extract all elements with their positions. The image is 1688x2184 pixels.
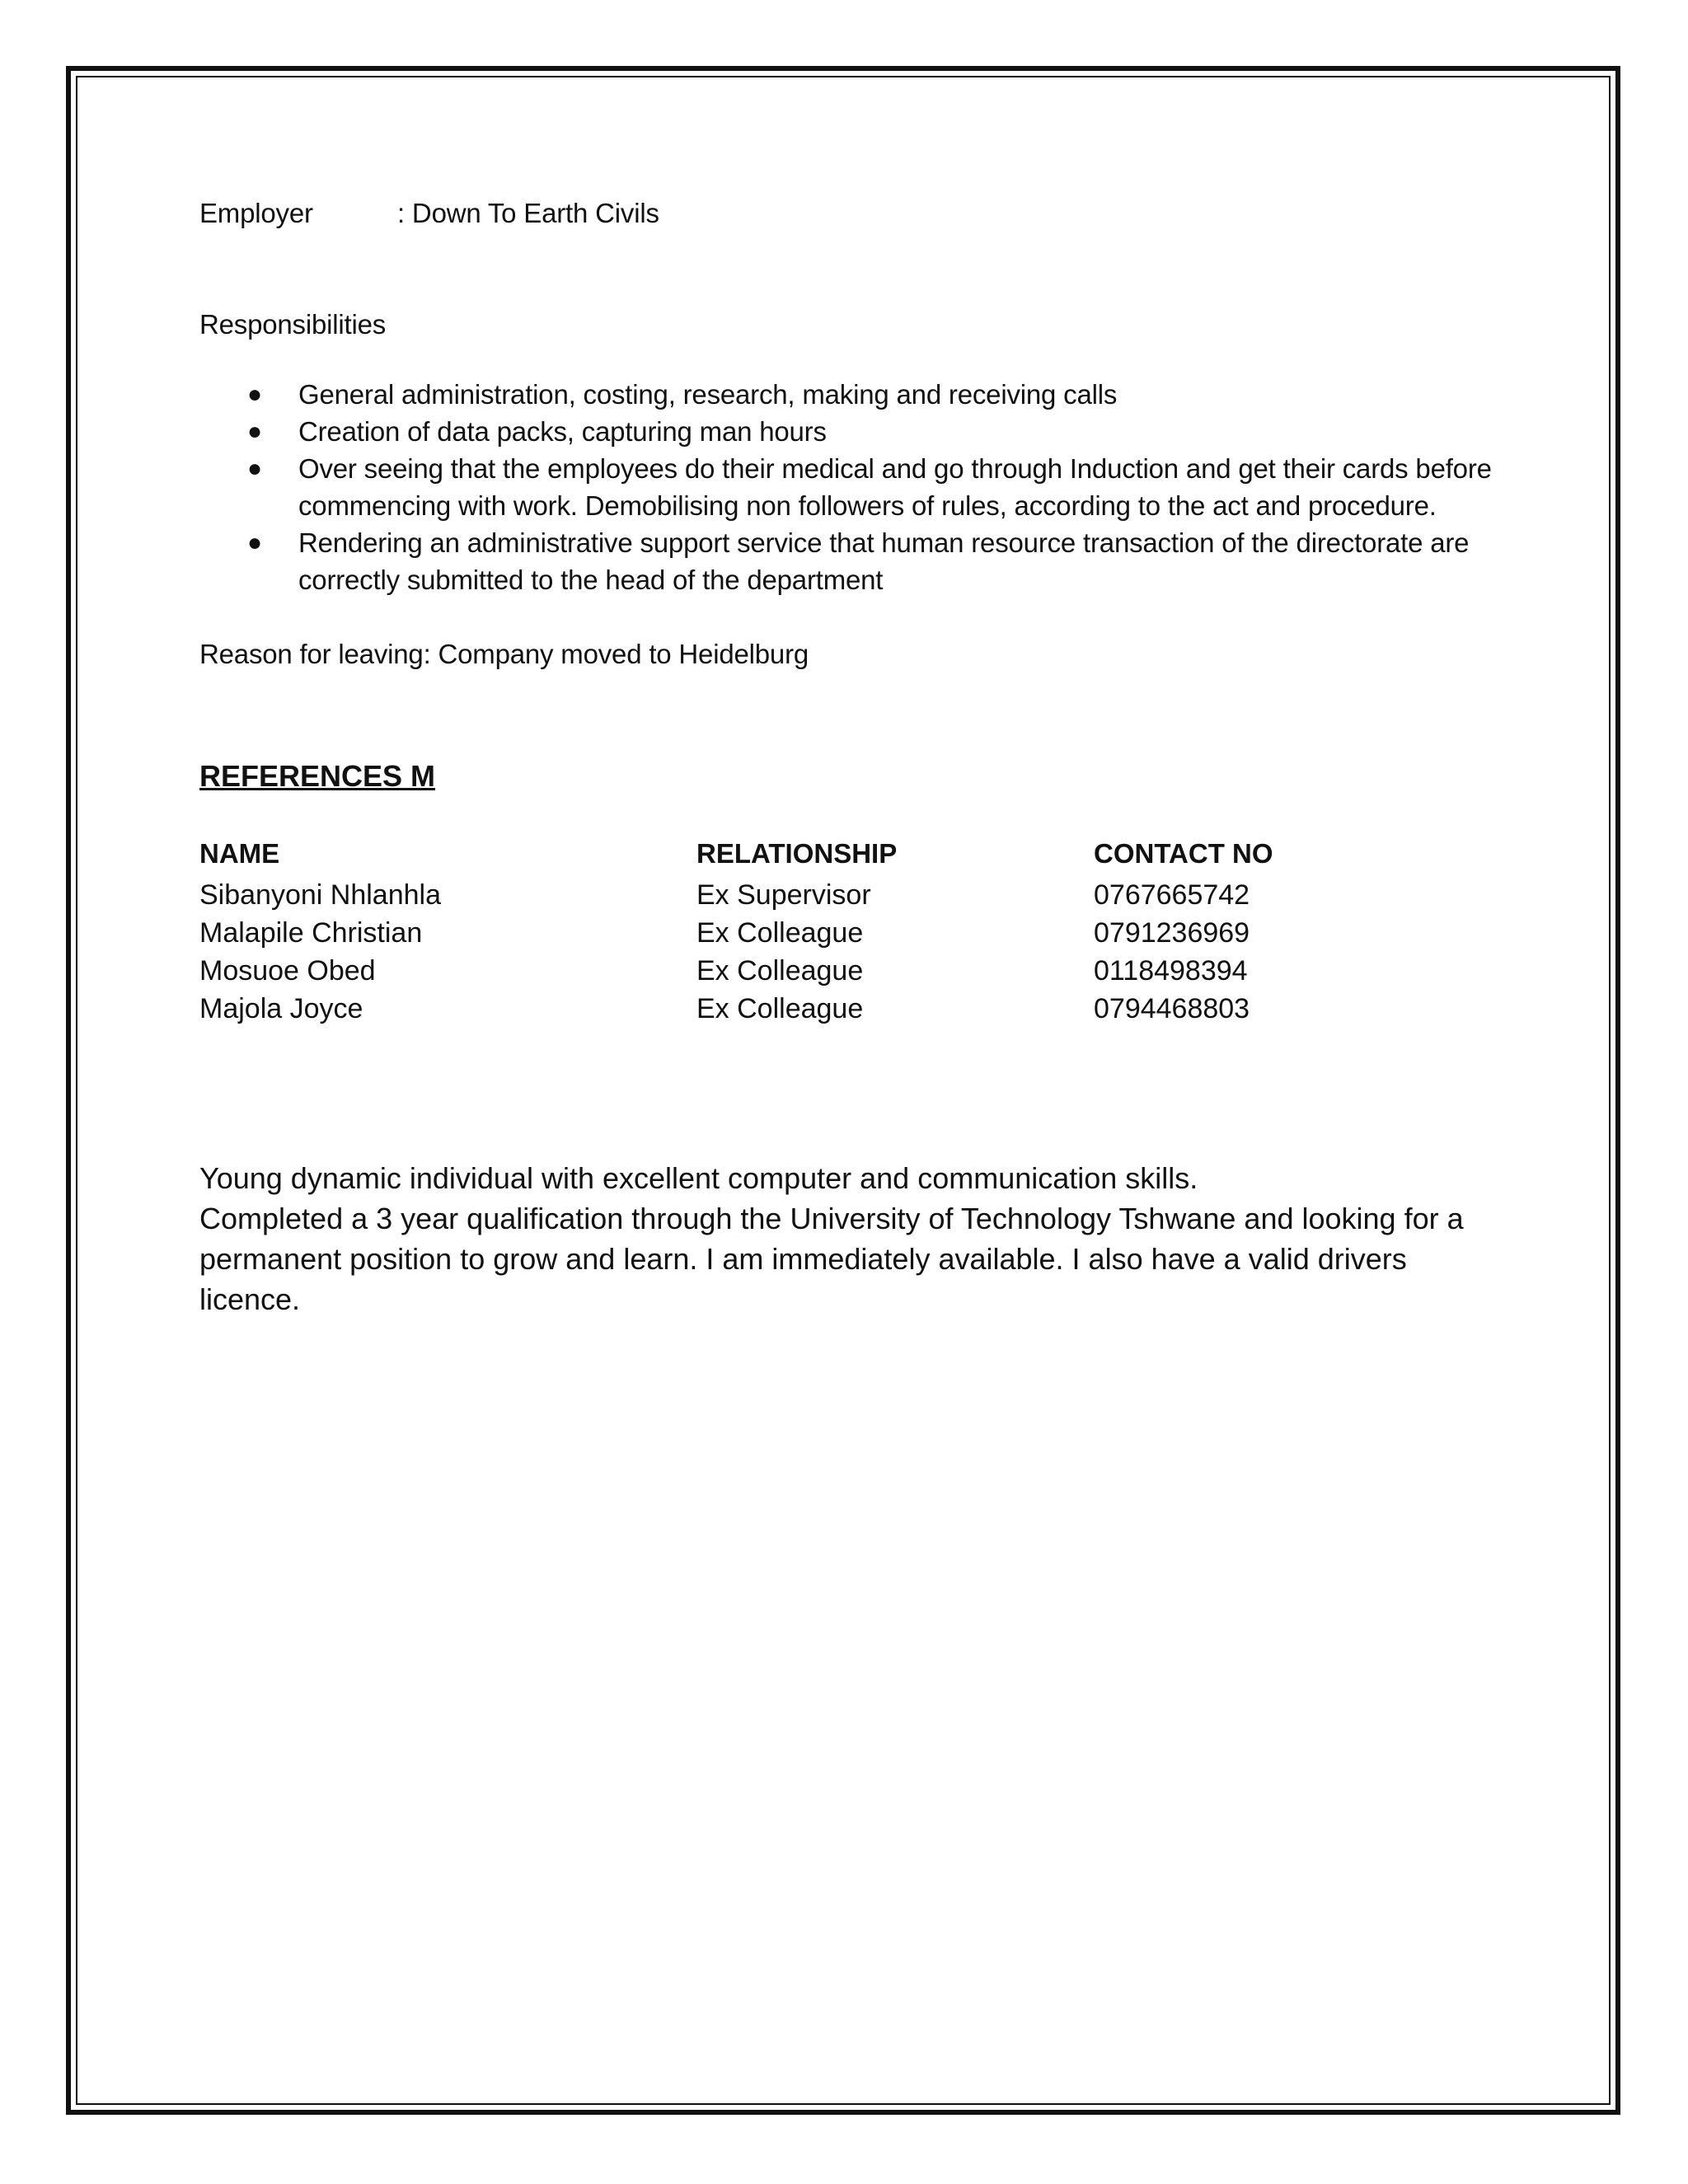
column-header-relationship: RELATIONSHIP (696, 838, 898, 869)
employer-label: Employer (199, 198, 313, 228)
list-item (199, 376, 1502, 413)
reference-name: Sibanyoni Nhlanhla (199, 879, 441, 911)
list-item (199, 413, 1502, 450)
employer-row (199, 194, 1502, 232)
table-row (199, 914, 1423, 952)
responsibilities-label: Responsibilities (199, 309, 387, 340)
reference-relationship: Ex Colleague (696, 993, 864, 1024)
reference-relationship: Ex Supervisor (696, 879, 871, 911)
reference-contact: 0118498394 (1094, 955, 1248, 987)
reference-name: Majola Joyce (199, 993, 363, 1024)
summary-line-2: Completed a 3 year qualification through the University of Technology Tshwane and looking for a permanent position to grow and learn. I am immediately available. I also have a valid drivers licence. (199, 1202, 1464, 1316)
document-body (199, 194, 1502, 1319)
summary-line-1: Young dynamic individual with excellent computer and communication skills. (199, 1161, 1198, 1195)
reference-relationship: Ex Colleague (696, 917, 864, 949)
responsibility-text: Creation of data packs, capturing man hours (298, 416, 827, 447)
column-header-name: NAME (199, 838, 280, 869)
references-table (199, 835, 1423, 1028)
responsibilities-list (199, 376, 1502, 598)
reference-contact: 0791236969 (1094, 917, 1250, 949)
column-header-contact: CONTACT NO (1094, 838, 1273, 869)
reference-name: Mosuoe Obed (199, 955, 376, 987)
list-item (199, 450, 1502, 524)
reference-contact: 0767665742 (1094, 879, 1250, 911)
table-row (199, 990, 1423, 1028)
responsibility-text: General administration, costing, research, making and receiving calls (298, 379, 1118, 410)
bullet-icon: ● (247, 455, 262, 482)
table-header-row (199, 835, 1423, 876)
reason-for-leaving: Reason for leaving: Company moved to Heidelburg (199, 639, 809, 669)
employer-value: : Down To Earth Civils (397, 198, 659, 228)
table-row (199, 876, 1423, 914)
bullet-icon: ● (247, 381, 262, 408)
summary-paragraph (199, 1158, 1493, 1319)
bullet-icon: ● (247, 529, 262, 556)
responsibility-text: Over seeing that the employees do their medical and go through Induction and get their cards before commencing with work. Demobilising non followers of rules, according to the act and procedure. (298, 453, 1492, 521)
list-item (199, 524, 1502, 598)
reference-contact: 0794468803 (1094, 993, 1250, 1024)
responsibility-text: Rendering an administrative support service that human resource transaction of the directorate are correctly submitted to the head of the department (298, 527, 1470, 595)
reference-name: Malapile Christian (199, 917, 423, 949)
bullet-icon: ● (247, 418, 262, 445)
table-row (199, 952, 1423, 990)
references-heading: REFERENCES M (199, 759, 436, 793)
reference-relationship: Ex Colleague (696, 955, 864, 987)
